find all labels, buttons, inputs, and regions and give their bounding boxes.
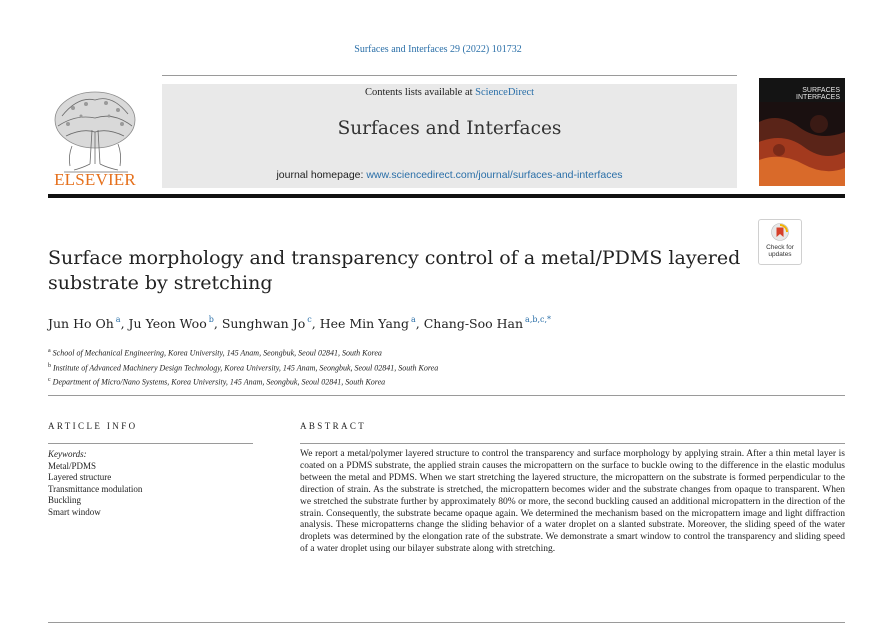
affiliation-text: School of Mechanical Engineering, Korea University, 145 Anam, Seongbuk, Seoul 02841, South Korea xyxy=(52,348,382,358)
cover-title-line2: INTERFACES xyxy=(796,94,840,101)
author-affiliation-mark[interactable]: a xyxy=(115,315,121,324)
article-info-rule xyxy=(48,443,253,444)
cover-image xyxy=(759,102,845,186)
elsevier-wordmark[interactable]: ELSEVIER xyxy=(54,170,136,189)
bottom-divider xyxy=(48,622,845,623)
header-thick-rule xyxy=(48,194,845,198)
author-separator: , xyxy=(415,316,424,331)
affiliation-text: Department of Micro/Nano Systems, Korea University, 145 Anam, Seongbuk, Seoul 02841, South Korea xyxy=(52,377,386,387)
sciencedirect-link[interactable]: ScienceDirect xyxy=(475,87,535,98)
author[interactable] xyxy=(222,316,312,331)
author[interactable] xyxy=(129,316,214,331)
author-affiliation-mark[interactable]: b xyxy=(208,315,214,324)
author[interactable] xyxy=(424,316,551,331)
header-divider xyxy=(162,75,737,76)
keyword-item[interactable]: Buckling xyxy=(48,495,81,505)
check-for-updates-icon xyxy=(771,223,789,241)
author[interactable] xyxy=(320,316,416,331)
badge-line1: Check for xyxy=(766,244,794,251)
check-for-updates-badge[interactable] xyxy=(758,219,802,265)
author-name: Chang-Soo Han xyxy=(423,316,524,331)
affiliation-mark: c xyxy=(48,377,51,384)
keyword-item[interactable]: Layered structure xyxy=(48,472,112,482)
cover-title xyxy=(796,87,840,101)
abstract-text: We report a metal/polymer layered structure to control the transparency and surface morphology by applying strain. After a thin metal layer is coated on a PDMS substrate, the applied strain causes the micropattern on the surface to buckle owing to the difference in the elastic modulus between the metal and PDMS. When we start stretching the layered structure, the micropattern on the substrate is formed perpendicular to the direction of strain. As the substrate is stretched, the micropattern becomes wider and the substrate changes from opaque to transparent. When we stretched the substrate further by approximately 80% or more, the second buckling caused an additional micropattern in the direction of the strain. Consequently, the substrate became opaque again. We determined the mechanism based on the micropattern image and light diffraction analysis. These micropatterns change the sliding behavior of a water droplet on a slanted substrate. Moreover, the sliding speed of the water droplets was determined by the elongation rate of the substrate. We demonstrate a smart window to control the transparency and sliding speed of a water droplet using our bilayer substrate along with stretching. xyxy=(300,449,845,555)
contents-line xyxy=(162,87,737,98)
abstract-heading: ABSTRACT xyxy=(300,421,367,431)
abstract-rule xyxy=(300,443,845,444)
section-divider xyxy=(48,395,845,396)
affiliation-mark: b xyxy=(48,362,51,369)
author-affiliation-mark[interactable]: c xyxy=(307,315,312,324)
badge-line2: updates xyxy=(768,251,792,258)
author-name: Sunghwan Jo xyxy=(221,316,306,331)
author-list xyxy=(48,315,838,331)
affiliation-item xyxy=(48,374,838,389)
author-affiliation-mark[interactable]: a,b,c,* xyxy=(525,315,552,324)
article-info-heading: ARTICLE INFO xyxy=(48,421,138,431)
homepage-prefix: journal homepage: xyxy=(276,169,367,181)
author-affiliation-mark[interactable]: a xyxy=(410,315,416,324)
journal-homepage-link[interactable]: www.sciencedirect.com/journal/surfaces-and-interfaces xyxy=(366,169,623,181)
author-name: Jun Ho Oh xyxy=(48,316,114,331)
check-for-updates-text xyxy=(759,244,801,258)
keywords-block xyxy=(48,449,253,518)
keyword-item[interactable]: Transmittance modulation xyxy=(48,483,143,494)
journal-cover-thumbnail[interactable] xyxy=(759,78,845,186)
affiliation-item xyxy=(48,360,838,375)
journal-citation[interactable]: Surfaces and Interfaces 29 (2022) 101732 xyxy=(354,44,522,55)
keywords-label: Keywords: xyxy=(48,449,87,459)
author-separator: , xyxy=(311,316,320,331)
journal-banner xyxy=(162,84,737,188)
affiliation-item xyxy=(48,345,838,360)
author[interactable] xyxy=(48,316,121,331)
keyword-item[interactable]: Metal/PDMS xyxy=(48,460,97,471)
affiliation-mark: a xyxy=(48,348,51,354)
author-separator: , xyxy=(120,316,129,331)
homepage-line xyxy=(162,169,737,181)
author-separator: , xyxy=(213,316,222,331)
author-name: Ju Yeon Woo xyxy=(128,316,207,331)
journal-title: Surfaces and Interfaces xyxy=(337,118,562,139)
affiliation-text: Institute of Advanced Machinery Design Technology, Korea University, 145 Anam, Seongbuk, Seoul 02841, South Korea xyxy=(53,363,439,373)
contents-prefix: Contents lists available at xyxy=(364,87,476,98)
author-name: Hee Min Yang xyxy=(319,316,409,331)
keyword-item[interactable]: Smart window xyxy=(48,506,101,517)
article-title: Surface morphology and transparency control of a metal/PDMS layered substrate by stretching xyxy=(48,247,741,294)
affiliations xyxy=(48,345,838,389)
cover-title-line1: SURFACES xyxy=(802,87,840,94)
